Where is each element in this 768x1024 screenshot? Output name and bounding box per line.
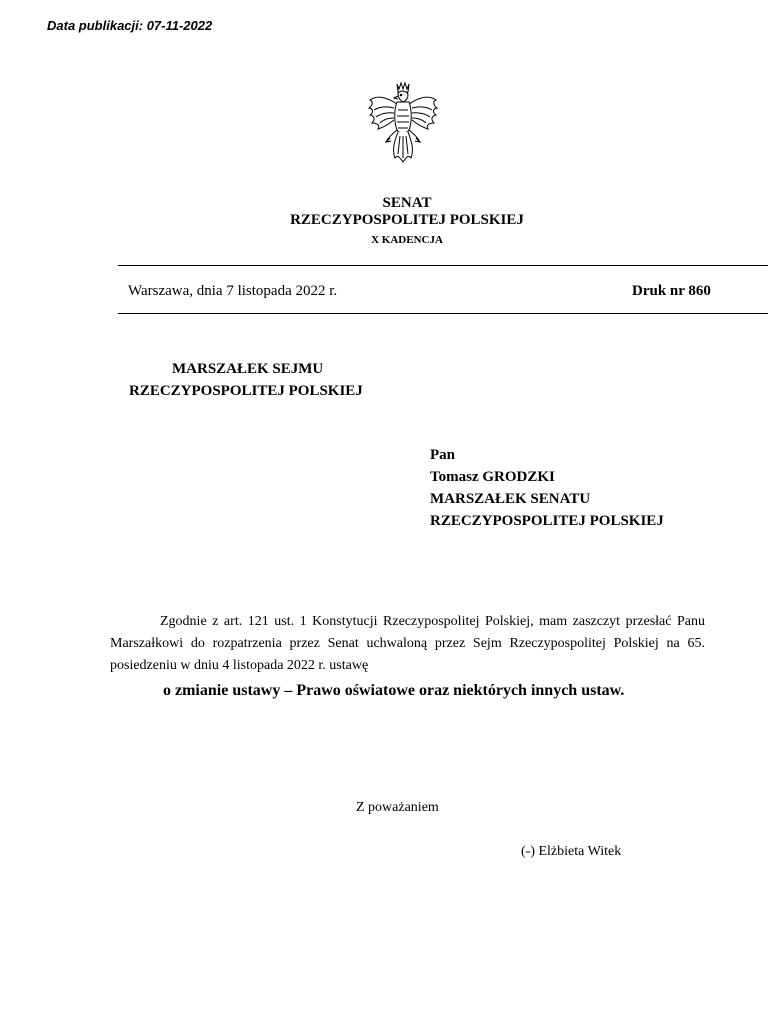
closing-regards: Z poważaniem bbox=[356, 800, 439, 815]
place-date: Warszawa, dnia 7 listopada 2022 r. bbox=[128, 283, 338, 299]
sender-country: RZECZYPOSPOLITEJ POLSKIEJ bbox=[129, 383, 363, 399]
institution-country: RZECZYPOSPOLITEJ POLSKIEJ bbox=[290, 212, 524, 228]
sender-title: MARSZAŁEK SEJMU bbox=[172, 361, 324, 377]
print-number: Druk nr 860 bbox=[632, 283, 711, 299]
recipient-country: RZECZYPOSPOLITEJ POLSKIEJ bbox=[430, 513, 664, 529]
act-title: o zmianie ustawy – Prawo oświatowe oraz niektórych innych ustaw. bbox=[163, 682, 625, 699]
signature: (-) Elżbieta Witek bbox=[521, 844, 622, 859]
bottom-divider bbox=[118, 313, 768, 314]
institution-term: X KADENCJA bbox=[371, 234, 443, 246]
polish-white-eagle-emblem-icon bbox=[364, 80, 442, 164]
recipient-salutation: Pan bbox=[430, 447, 456, 463]
institution-name: SENAT bbox=[382, 195, 432, 211]
top-divider bbox=[118, 265, 768, 266]
publication-date: Data publikacji: 07-11-2022 bbox=[47, 18, 213, 33]
recipient-title: MARSZAŁEK SENATU bbox=[430, 491, 591, 507]
body-paragraph: Zgodnie z art. 121 ust. 1 Konstytucji Rzeczypospolitej Polskiej, mam zaszczyt przesłać Panu Marszałkowi do rozpatrzenia przez Senat uchwaloną przez Sejm Rzeczypospolitej Polskiej na 65. posiedzeniu w dniu 4 listopada 2022 r. ustawę bbox=[110, 614, 705, 673]
recipient-name: Tomasz GRODZKI bbox=[430, 469, 555, 485]
